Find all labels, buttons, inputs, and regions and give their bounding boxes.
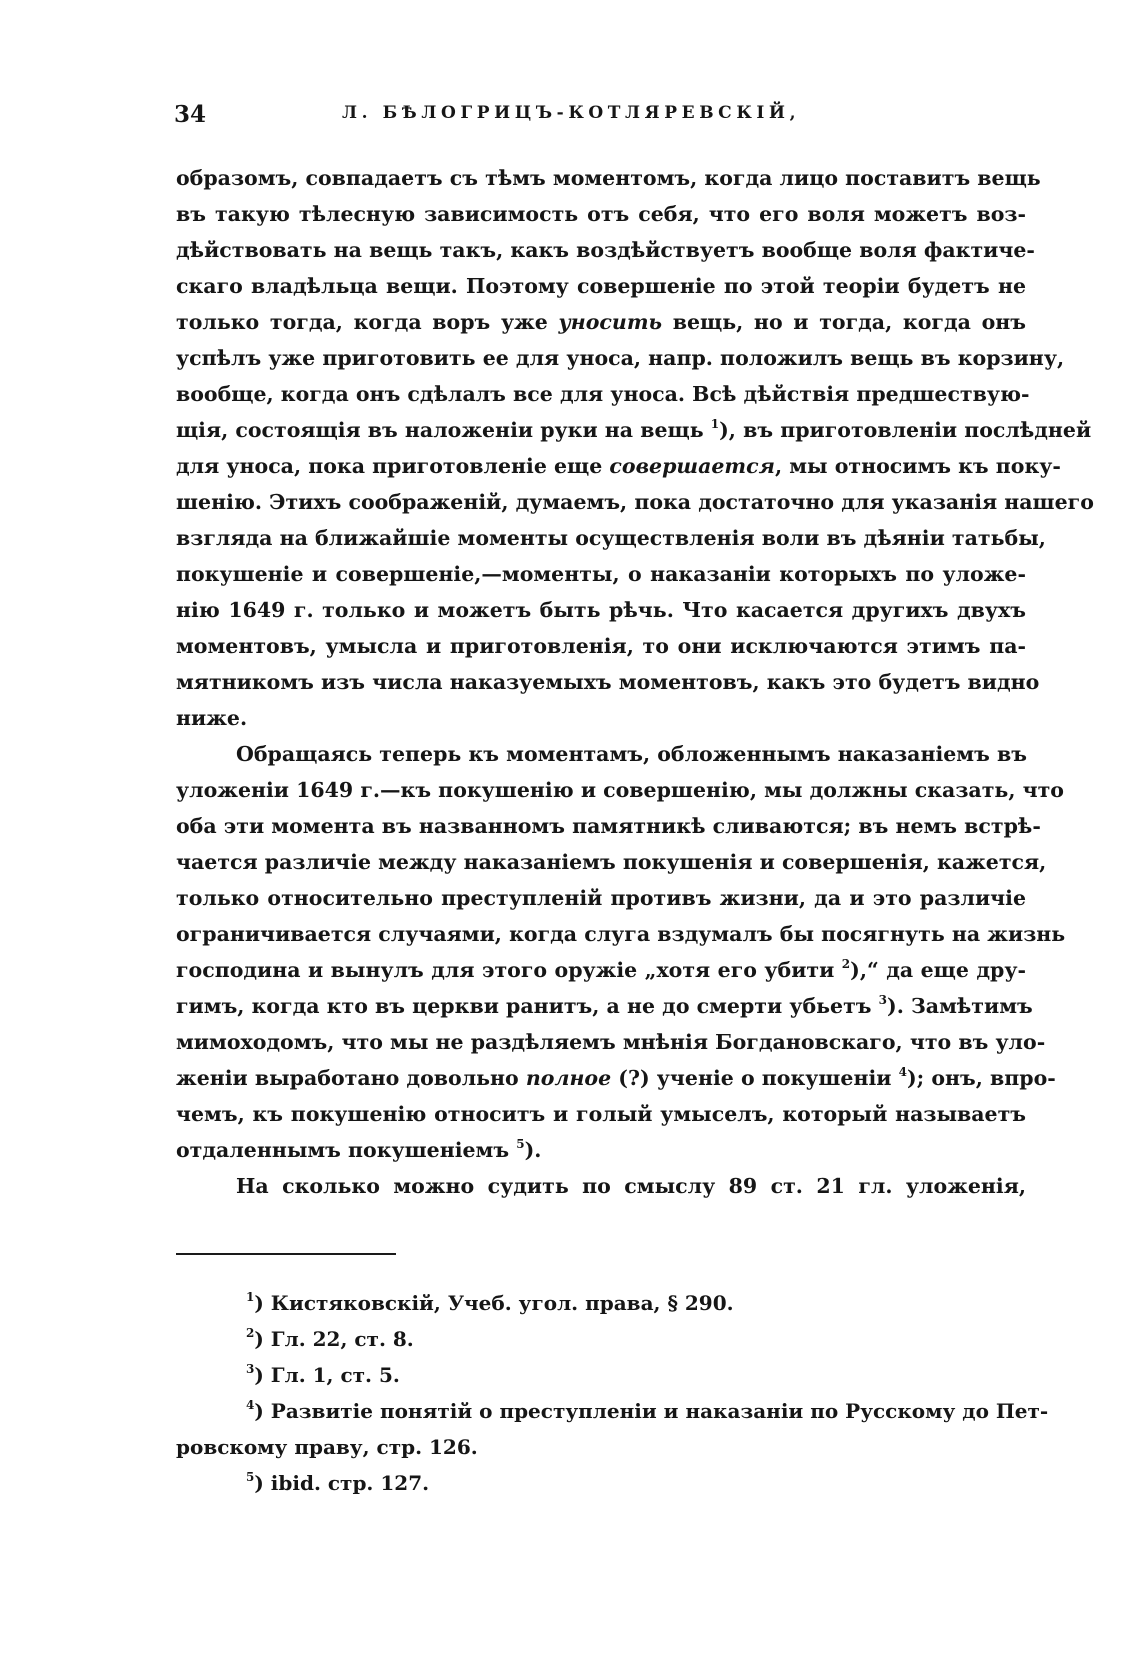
text-line: мятникомъ изъ числа наказуемыхъ моментовъ, какъ это будетъ видно — [176, 670, 1040, 694]
text-line: образомъ, совпадаетъ съ тѣмъ моментомъ, когда лицо поставитъ вещь — [176, 166, 1041, 190]
footnote-mark: 4 — [246, 1398, 255, 1412]
text-line: отдаленнымъ покушеніемъ $^5$). — [176, 1137, 542, 1162]
text-line: моментовъ, умысла и приготовленія, то они исключаются этимъ па- — [176, 634, 1026, 658]
text-line: гимъ, когда кто въ церкви ранитъ, а не до смерти убьетъ $^3$). Замѣтимъ — [176, 993, 1033, 1018]
text-line: оба эти момента въ названномъ памятникѣ сливаются; въ немъ встрѣ- — [176, 814, 1041, 838]
text-line: только относительно преступленій противъ жизни, да и это различіе — [176, 886, 1026, 910]
footnote: $^5$) ibid. стр. 127. — [246, 1470, 430, 1495]
footnote: $^2$) Гл. 22, ст. 8. — [246, 1326, 414, 1351]
footnote-mark: 1 — [246, 1290, 255, 1304]
footnotes — [176, 1285, 1049, 1501]
footnote-ref: 5 — [516, 1137, 525, 1151]
footnote-ref: 3 — [878, 993, 888, 1007]
text-line: нію 1649 г. только и можетъ быть рѣчь. Что касается другихъ двухъ — [176, 598, 1026, 622]
text-line: женіи выработано довольно полное (?) ученіе о покушеніи $^4$); онъ, впро- — [176, 1065, 1056, 1090]
footnote: $^1$) Кистяковскій, Учеб. угол. права, § 290. — [246, 1290, 734, 1315]
text-line: дѣйствовать на вещь такъ, какъ воздѣйствуетъ вообще воля фактиче- — [176, 238, 1035, 262]
page-header — [172, 101, 1032, 141]
text-line: чемъ, къ покушенію относитъ и голый умыселъ, который называетъ — [176, 1102, 1026, 1126]
text-line: Обращаясь теперь къ моментамъ, обложеннымъ наказаніемъ въ — [236, 742, 1027, 766]
text-line: взгляда на ближайшіе моменты осуществленія воли въ дѣяніи татьбы, — [176, 526, 1046, 550]
text-line: чается различіе между наказаніемъ покушенія и совершенія, кажется, — [176, 850, 1047, 874]
footnote-ref: 2 — [841, 957, 851, 971]
footnote-mark: 2 — [246, 1326, 255, 1340]
footnote: $^3$) Гл. 1, ст. 5. — [246, 1362, 400, 1387]
footnote-continuation: ровскому праву, стр. 126. — [176, 1435, 478, 1459]
text-line: господина и вынулъ для этого оружіе „хотя его убити $^2$),“ да еще дру- — [176, 957, 1027, 982]
footnote-mark: 5 — [246, 1470, 255, 1484]
footnote-mark: 3 — [246, 1362, 255, 1376]
text-line: вообще, когда онъ сдѣлалъ все для уноса. Всѣ дѣйствія предшествую- — [176, 382, 1030, 406]
text-line: На сколько можно судить по смыслу 89 ст. 21 гл. уложенія, — [236, 1174, 1026, 1198]
body-text — [176, 160, 1094, 1204]
footnote-divider — [176, 1253, 396, 1255]
text-line: скаго владѣльца вещи. Поэтому совершеніе по этой теоріи будетъ не — [176, 274, 1026, 298]
footnote-ref: 1 — [710, 417, 720, 431]
footnote-ref: 4 — [898, 1065, 907, 1079]
text-line: покушеніе и совершеніе,—моменты, о наказаніи которыхъ по уложе- — [176, 562, 1026, 586]
text-line: только тогда, когда воръ уже уносить вещь, но и тогда, когда онъ — [176, 310, 1026, 334]
text-line: щія, состоящія въ наложеніи руки на вещь $^1$), въ приготовленіи послѣдней — [176, 417, 1092, 442]
footnote: $^4$) Развитіе понятій о преступленіи и наказаніи по Русскому до Пет- — [246, 1398, 1049, 1423]
emphasis: уносить — [558, 310, 663, 334]
text-line: уложеніи 1649 г.—къ покушенію и совершенію, мы должны сказать, что — [176, 778, 1064, 802]
emphasis: совершается — [609, 454, 775, 478]
text-line: для уноса, пока приготовленіе еще совершается, мы относимъ къ поку- — [176, 454, 1061, 478]
text-line: въ такую тѣлесную зависимость отъ себя, что его воля можетъ воз- — [176, 202, 1026, 226]
text-line: успѣлъ уже приготовить ее для уноса, напр. положилъ вещь въ корзину, — [176, 346, 1065, 370]
text-line: ограничивается случаями, когда слуга вздумалъ бы посягнуть на жизнь — [176, 922, 1066, 946]
emphasis: полное — [525, 1066, 612, 1090]
text-line: мимоходомъ, что мы не раздѣляемъ мнѣнія Богдановскаго, что въ уло- — [176, 1030, 1046, 1054]
page-number: 34 — [174, 101, 207, 128]
running-head: Л. БѢЛОГРИЦЪ-КОТЛЯРЕВСКІЙ, — [342, 103, 801, 123]
text-line: ниже. — [176, 706, 248, 730]
text-line: шенію. Этихъ соображеній, думаемъ, пока достаточно для указанія нашего — [176, 490, 1094, 514]
